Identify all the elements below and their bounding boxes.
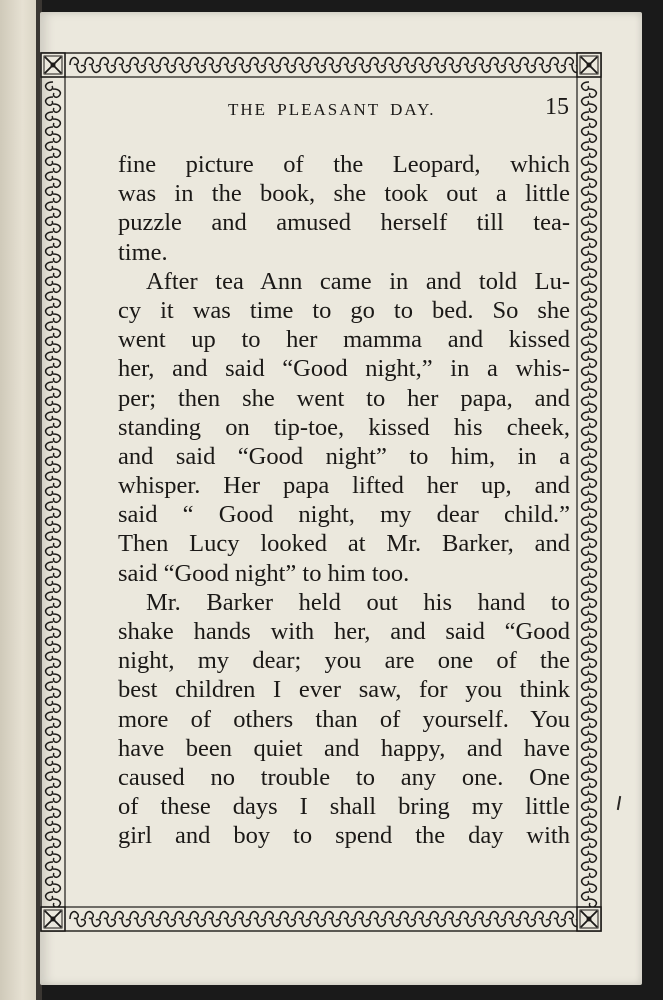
text-line: went up to her mamma and kissed (118, 326, 570, 354)
text-line: puzzle and amused herself till tea- (118, 209, 570, 237)
running-title: THE PLEASANT DAY. (228, 100, 436, 119)
text-line: best children I ever saw, for you think (118, 676, 570, 704)
text-line: After tea Ann came in and told Lu- (146, 267, 570, 295)
text-line: of these days I shall bring my little (118, 793, 570, 821)
previous-page-edge (0, 0, 38, 1000)
text-line: per; then she went to her papa, and (118, 384, 570, 412)
body-text (118, 150, 570, 851)
text-line: her, and said “Good night,” in a whis- (118, 355, 570, 383)
text-line: girl and boy to spend the day with (118, 822, 570, 850)
text-line: have been quiet and happy, and have (118, 734, 570, 762)
text-line: Then Lucy looked at Mr. Barker, and (118, 530, 570, 558)
text-line: more of others than of yourself. You (118, 705, 570, 733)
text-line: time. (118, 238, 168, 266)
text-line: said “Good night” to him too. (118, 559, 410, 587)
text-line: standing on tip-toe, kissed his cheek, (118, 413, 570, 441)
text-line: was in the book, she took out a little (118, 180, 570, 208)
text-line: cy it was time to go to bed. So she (118, 296, 570, 324)
text-line: said “ Good night, my dear child.” (118, 501, 570, 529)
text-line: shake hands with her, and said “Good (118, 618, 570, 645)
text-line: fine picture of the Leopard, which (118, 151, 570, 178)
text-line: caused no trouble to any one. One (118, 763, 570, 791)
text-line: and said “Good night” to him, in a (118, 442, 570, 470)
text-line: Mr. Barker held out his hand to (146, 588, 570, 616)
text-line: night, my dear; you are one of the (118, 647, 570, 675)
text-line: whisper. Her papa lifted her up, and (118, 472, 570, 500)
page-header (118, 96, 573, 126)
page-number: 15 (545, 94, 569, 120)
